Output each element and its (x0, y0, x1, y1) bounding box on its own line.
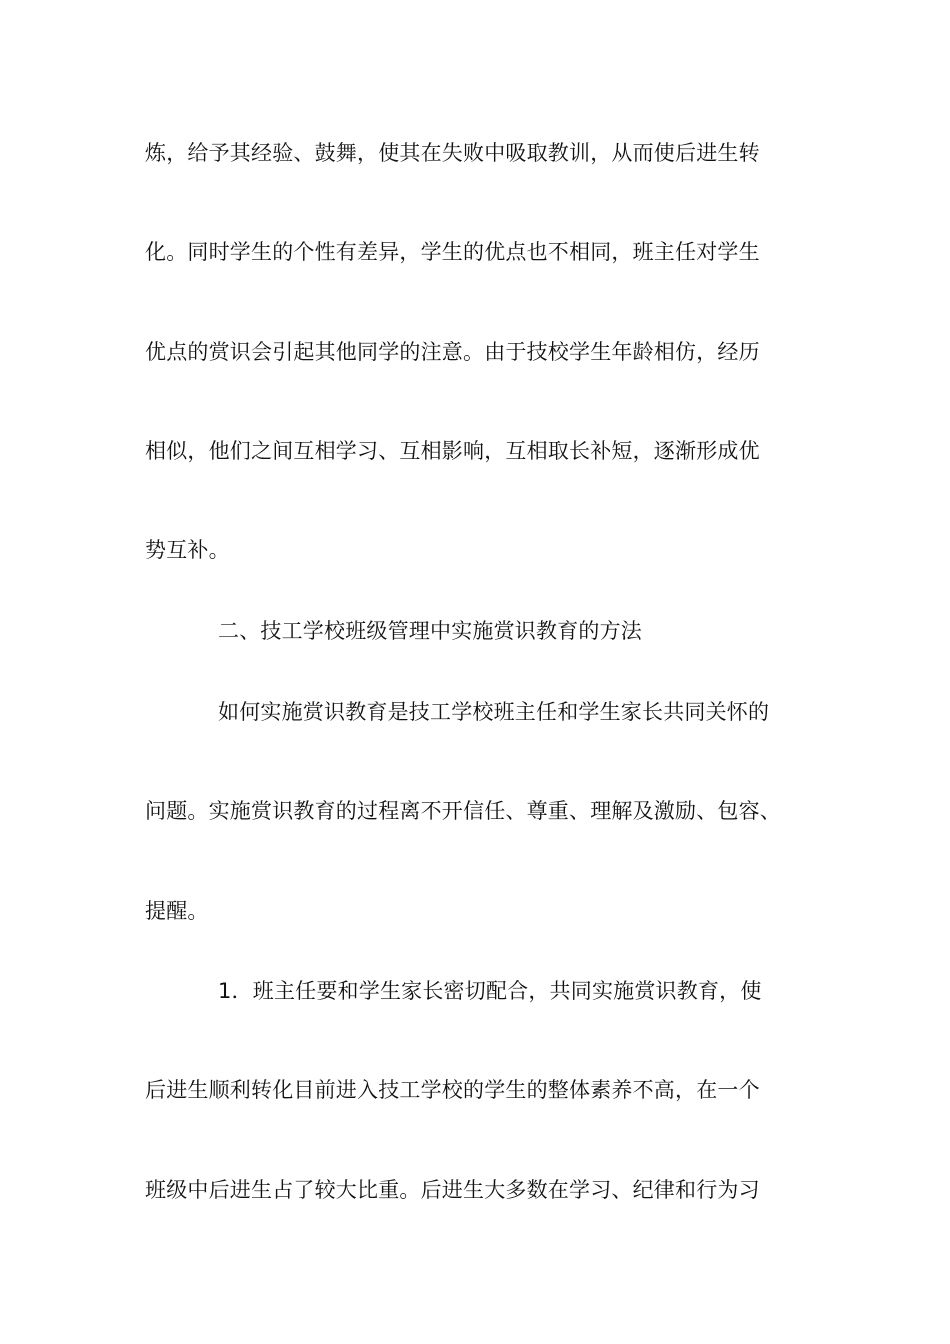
paragraph-line-2: 化。同时学生的个性有差异，学生的优点也不相同，班主任对学生 (145, 240, 760, 264)
paragraph-line-10: 后进生顺利转化目前进入技工学校的学生的整体素养不高，在一个 (145, 1078, 760, 1102)
paragraph-line-9: 1．班主任要和学生家长密切配合，共同实施赏识教育，使 (218, 979, 762, 1003)
paragraph-line-7: 问题。实施赏识教育的过程离不开信任、尊重、理解及激励、包容、 (145, 799, 781, 823)
paragraph-line-5: 势互补。 (145, 538, 230, 562)
paragraph-line-8: 提醒。 (145, 899, 209, 923)
paragraph-line-1: 炼，给予其经验、鼓舞，使其在失败中吸取教训，从而使后进生转 (145, 141, 760, 165)
paragraph-line-6: 如何实施赏识教育是技工学校班主任和学生家长共同关怀的 (218, 700, 770, 724)
section-heading: 二、技工学校班级管理中实施赏识教育的方法 (218, 619, 642, 643)
paragraph-line-11: 班级中后进生占了较大比重。后进生大多数在学习、纪律和行为习 (145, 1178, 760, 1202)
paragraph-line-3: 优点的赏识会引起其他同学的注意。由于技校学生年龄相仿，经历 (145, 340, 760, 364)
paragraph-line-4: 相似，他们之间互相学习、互相影响，互相取长补短，逐渐形成优 (145, 439, 760, 463)
